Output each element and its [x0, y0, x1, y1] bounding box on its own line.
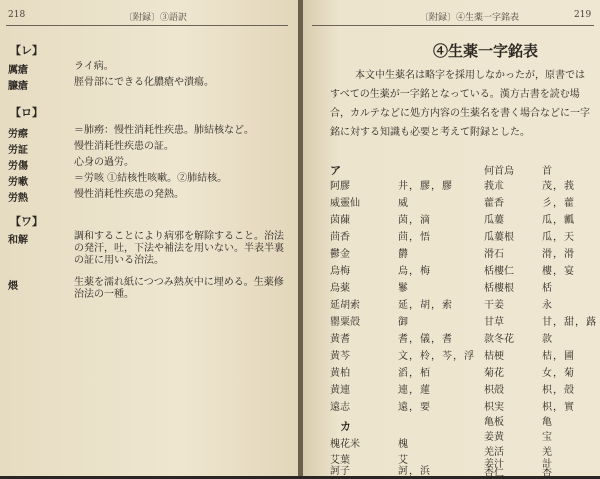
herb-abbrev: 連，蓮 [398, 385, 431, 396]
herb-name: 威靈仙 [330, 198, 360, 209]
term-definition: 生薬を濡れ紙につつみ熱灰中に埋める。生薬修治法の一種。 [74, 277, 284, 300]
herb-abbrev: 耆，儀，耆 [398, 334, 453, 345]
term-definition: ＝肺癆：慢性消耗性疾患。肺結核など。 [74, 125, 254, 136]
term-label: 労瘵 [8, 129, 28, 140]
term-label: 厲瘡 [8, 65, 28, 76]
herb-abbrev: 井，膠，膠 [398, 181, 453, 192]
left-page [0, 0, 300, 476]
term-definition: 慢性消耗性疾患の証。 [74, 141, 174, 152]
kana-heading-a: ア [330, 164, 341, 177]
term-definition: 脛骨部にできる化膿瘡や潰瘍。 [74, 77, 214, 88]
herb-abbrev: 永 [542, 300, 553, 311]
herb-abbrev: 延，胡，索 [398, 300, 453, 311]
herb-abbrev: 欝 [398, 249, 409, 260]
herb-abbrev: 遠，要 [398, 402, 431, 413]
term-definition: 調和することにより病邪を解除すること。治法の発汗，吐，下法や補法を用いない。半表半裏の証に用いる治法。 [74, 231, 284, 266]
herb-name: 黄連 [330, 385, 350, 396]
herb-abbrev: 女，菊 [542, 368, 575, 379]
herb-name: 枳実 [484, 402, 504, 413]
herb-name: 瓜蔞 [484, 215, 504, 226]
herb-abbrev: 御 [398, 317, 409, 328]
herb-name: 藿香 [484, 198, 504, 209]
herb-name: 茴香 [330, 232, 350, 243]
intro-paragraph: 本文中生薬名は略字を採用しなかったが，原書ではすべての生薬が一字銘となっている。漢方古書を読む場合，カルテなどに処方内容の生薬名を書く場合などに一字銘に対する知識も必要と考えて附録とした。 [330, 70, 590, 138]
herb-abbrev: 茂，莪 [542, 181, 575, 192]
left-running-header: 〔附録〕③語訳 [124, 13, 188, 23]
herb-name: 何首烏 [484, 166, 514, 177]
herb-abbrev: 瓜，瓤 [542, 215, 575, 226]
herb-name: 莪朮 [484, 181, 504, 192]
herb-abbrev: 威 [398, 198, 409, 209]
term-label: 臁瘡 [8, 81, 28, 92]
herb-abbrev: 亀 [542, 417, 553, 428]
herb-name: 阿膠 [330, 181, 350, 192]
herb-abbrev: 樓，宴 [542, 266, 575, 277]
herb-name: 茵蔯 [330, 215, 350, 226]
herb-name: 黄芩 [330, 351, 350, 362]
herb-abbrev: 茵，滴 [398, 215, 431, 226]
term-definition: 心身の過労。 [74, 157, 134, 168]
section-heading-wa: 【ワ】 [10, 215, 43, 228]
term-label: 労傷 [8, 161, 28, 172]
herb-abbrev: 彡，藿 [542, 198, 575, 209]
herb-name: 烏薬 [330, 283, 350, 294]
term-definition: ライ病。 [74, 61, 114, 72]
herb-name: 栝樓根 [484, 283, 514, 294]
herb-name: 干姜 [484, 300, 504, 311]
herb-name: 延胡索 [330, 300, 360, 311]
term-label: 労嗽 [8, 177, 28, 188]
table-title: ④生薬一字銘表 [433, 42, 539, 60]
herb-name: 杏仁 [484, 468, 504, 479]
herb-abbrev: 滔，栢 [398, 368, 431, 379]
herb-name: 桔梗 [484, 351, 504, 362]
herb-name: 遠志 [330, 402, 350, 413]
herb-name: 栝樓仁 [484, 266, 514, 277]
herb-name: 姜汁 [484, 459, 504, 470]
section-heading-ro: 【ロ】 [10, 106, 43, 119]
herb-name: 枳殻 [484, 385, 504, 396]
herb-name: 款冬花 [484, 334, 514, 345]
herb-abbrev: 羌 [542, 447, 553, 458]
section-heading-re: 【レ】 [10, 44, 43, 57]
herb-abbrev: 計 [542, 459, 553, 470]
herb-name: 罌粟殻 [330, 317, 360, 328]
right-header-rule [312, 25, 594, 26]
herb-name: 菊花 [484, 368, 504, 379]
herb-name: 鬱金 [330, 249, 350, 260]
herb-abbrev: 茴，悟 [398, 232, 431, 243]
herb-abbrev: 甘，甜，蕗 [542, 317, 597, 328]
herb-abbrev: 文，柃，芩，浮 [398, 351, 475, 362]
herb-name: 槐花米 [330, 439, 360, 450]
herb-name: 瓜蔞根 [484, 232, 514, 243]
herb-abbrev: 首 [542, 166, 553, 177]
herb-abbrev: 槐 [398, 439, 409, 450]
herb-abbrev: 款 [542, 334, 553, 345]
herb-name: 艾葉 [330, 455, 350, 466]
herb-name: 烏梅 [330, 266, 350, 277]
herb-abbrev: 桔，圃 [542, 351, 575, 362]
herb-name: 羌活 [484, 447, 504, 458]
term-label: 労証 [8, 145, 28, 156]
herb-name: 黄耆 [330, 334, 350, 345]
herb-abbrev: 鬖 [398, 283, 409, 294]
left-header-rule [6, 25, 288, 26]
herb-name: 滑石 [484, 249, 504, 260]
herb-abbrev: 栝 [542, 283, 553, 294]
herb-name: 姜黄 [484, 432, 504, 443]
herb-abbrev: 烏，梅 [398, 266, 431, 277]
herb-abbrev: 枳，殻 [542, 385, 575, 396]
herb-name: 黄柏 [330, 368, 350, 379]
term-label: 和解 [8, 235, 28, 246]
herb-abbrev: 訶，浜 [398, 466, 431, 477]
right-running-header: 〔附録〕④生薬一字銘表 [420, 13, 520, 23]
term-definition: 慢性消耗性疾患の発熱。 [74, 189, 184, 200]
herb-abbrev: 瓜，天 [542, 232, 575, 243]
left-page-number: 218 [8, 10, 26, 20]
term-label: 労熱 [8, 193, 28, 204]
herb-name: 亀板 [484, 417, 504, 428]
term-definition: ＝労咳 ①結核性咳嗽。②肺結核。 [74, 173, 228, 184]
kana-heading-ka: カ [340, 420, 351, 433]
term-label: 煨 [8, 281, 18, 292]
herb-abbrev: 艾 [398, 455, 409, 466]
herb-abbrev: 滑，滑 [542, 249, 575, 260]
herb-name: 甘草 [484, 317, 504, 328]
herb-abbrev: 宝 [542, 432, 553, 443]
herb-abbrev: 枳，實 [542, 402, 575, 413]
herb-abbrev: 杏 [542, 468, 553, 479]
right-page-number: 219 [574, 10, 592, 20]
herb-name: 訶子 [330, 466, 350, 477]
